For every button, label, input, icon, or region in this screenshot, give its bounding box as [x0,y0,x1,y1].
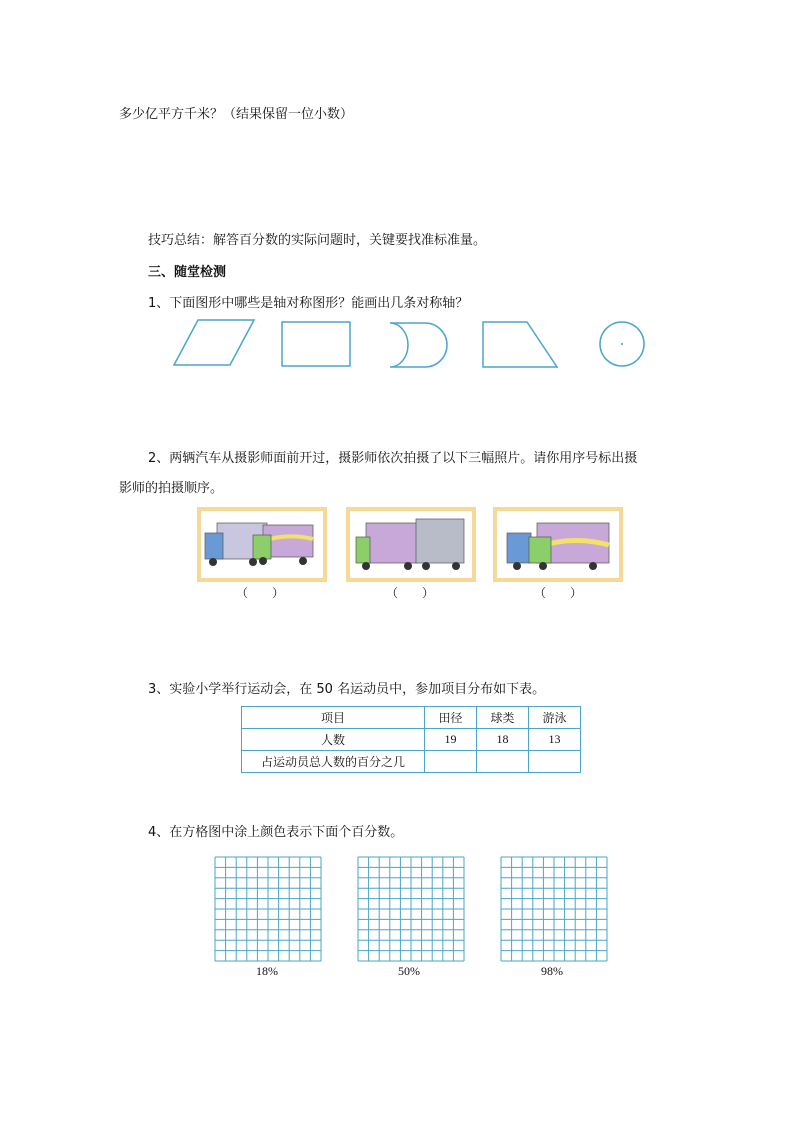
question-1: 1、下面图形中哪些是轴对称图形？能画出几条对称轴？ [148,296,469,311]
answer-cell[interactable] [529,751,581,773]
tip-summary: 技巧总结：解答百分数的实际问题时，关键要找准标准量。 [148,233,487,248]
percent-label-3: 98% [541,964,563,978]
rectangle-shape [282,322,350,366]
percent-label-2: 50% [398,964,420,978]
section-title: 三、随堂检测 [148,265,227,280]
table-header-cell: 游泳 [529,707,581,729]
photo-1 [197,507,327,582]
question-continuation: 多少亿平方千米？（结果保留一位小数） [119,107,354,122]
shapes-row [170,318,650,374]
grid-2[interactable] [357,856,465,962]
photo-2-answer[interactable]: （ ） [386,586,435,600]
circle-center-dot [621,343,623,345]
table-row [242,751,581,773]
trapezoid-shape [483,322,557,367]
answer-cell[interactable] [425,751,477,773]
photo-3-answer[interactable]: （ ） [534,586,583,600]
arch-shape [390,323,447,367]
grid-1[interactable] [214,856,322,962]
table-cell: 13 [529,729,581,751]
photo-3 [493,507,623,582]
table-header-cell: 球类 [477,707,529,729]
percent-label-1: 18% [256,964,278,978]
photo-1-answer[interactable]: （ ） [236,586,285,600]
question-2-line2: 影师的拍摄顺序。 [119,481,224,496]
table-cell: 占运动员总人数的百分之几 [242,751,425,773]
parallelogram-shape [174,320,254,365]
photo-2 [346,507,476,582]
answer-cell[interactable] [477,751,529,773]
table-header-cell: 田径 [425,707,477,729]
table-cell: 18 [477,729,529,751]
grid-3[interactable] [500,856,608,962]
table-row [242,729,581,751]
table-cell: 人数 [242,729,425,751]
question-3: 3、实验小学举行运动会，在 50 名运动员中，参加项目分布如下表。 [148,682,546,697]
question-2-line1: 2、两辆汽车从摄影师面前开过，摄影师依次拍摄了以下三幅照片。请你用序号标出摄 [148,451,638,466]
table-header-cell: 项目 [242,707,425,729]
sports-table [241,706,581,773]
question-4: 4、在方格图中涂上颜色表示下面个百分数。 [148,825,404,840]
table-row [242,707,581,729]
table-cell: 19 [425,729,477,751]
